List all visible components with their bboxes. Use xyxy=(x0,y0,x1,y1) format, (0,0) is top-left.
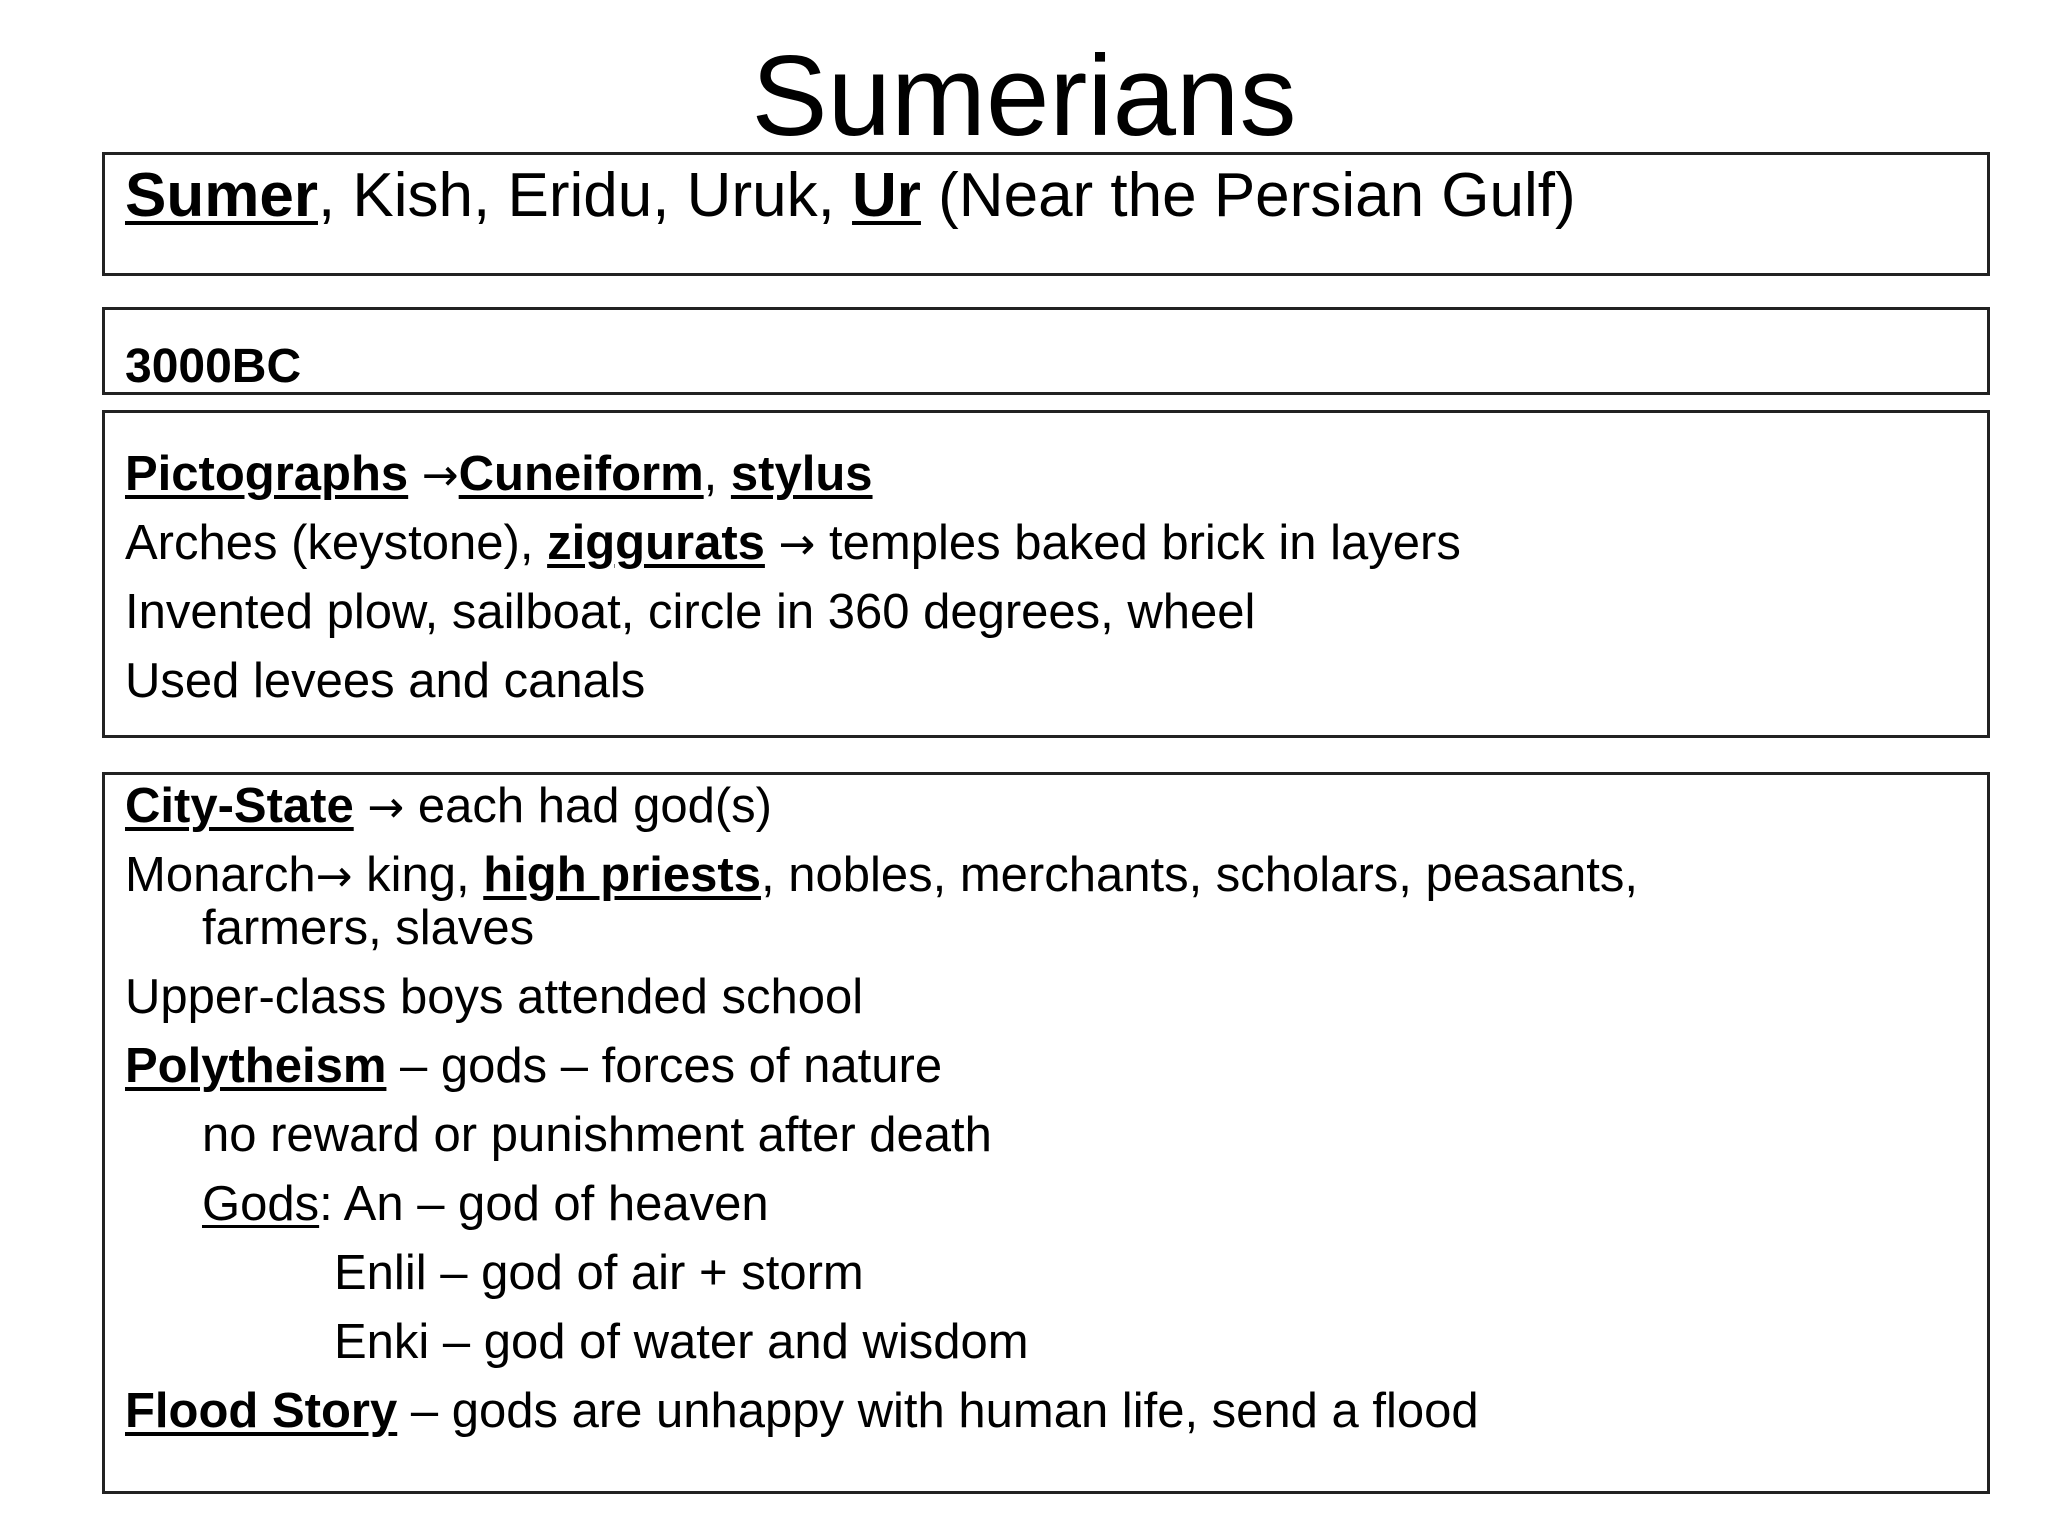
polytheism-term: Polytheism xyxy=(125,1039,387,1093)
gods-line xyxy=(202,1177,769,1231)
no-reward-text: no reward or punishment after death xyxy=(202,1108,992,1162)
achievements-box xyxy=(102,410,1990,738)
arrow-icon: → xyxy=(367,782,405,833)
stylus-term: stylus xyxy=(730,447,873,501)
monarch-line xyxy=(125,848,1638,902)
arrow-icon: → xyxy=(315,851,353,902)
gods-label: Gods xyxy=(202,1177,320,1231)
arrow-icon: → xyxy=(778,519,816,570)
levees-text: Used levees and canals xyxy=(125,654,646,708)
page-title: Sumerians xyxy=(751,33,1297,160)
date-box xyxy=(102,307,1990,395)
school-text: Upper-class boys attended school xyxy=(125,970,864,1024)
enlil-text: Enlil – god of air + storm xyxy=(334,1246,864,1300)
classes-cont-text: farmers, slaves xyxy=(202,901,535,955)
polytheism-line xyxy=(125,1039,943,1093)
near-text: (Near the Persian Gulf) xyxy=(920,161,1576,230)
writing-line xyxy=(125,447,873,501)
enki-text: Enki – god of water and wisdom xyxy=(334,1315,1029,1369)
arches-text: Arches (keystone), xyxy=(125,516,548,570)
an-text: : An – god of heaven xyxy=(319,1177,769,1231)
king-text: king, xyxy=(352,848,484,902)
ziggurats-term: ziggurats xyxy=(547,516,765,570)
city-state-term: City-State xyxy=(125,779,354,833)
cities-text: , Kish, Eridu, Uruk, xyxy=(317,161,853,230)
flood-line xyxy=(125,1384,1479,1438)
date-text: 3000BC xyxy=(125,340,302,393)
flood-desc: – gods are unhappy with human life, send a flood xyxy=(397,1384,1479,1438)
ur-term: Ur xyxy=(852,161,921,230)
arrow-icon: → xyxy=(421,450,459,501)
high-priests-term: high priests xyxy=(483,848,761,902)
location-box xyxy=(102,152,1990,276)
each-had-text: each had god(s) xyxy=(404,779,772,833)
invented-text: Invented plow, sailboat, circle in 360 degrees, wheel xyxy=(125,585,1256,639)
flood-story-term: Flood Story xyxy=(125,1384,398,1438)
society-box xyxy=(102,772,1990,1494)
location-line xyxy=(125,161,1576,230)
city-state-line xyxy=(125,779,772,833)
cuneiform-term: Cuneiform xyxy=(458,447,704,501)
comma-text: , xyxy=(703,447,731,501)
sumer-term: Sumer xyxy=(125,161,318,230)
pictographs-term: Pictographs xyxy=(125,447,409,501)
polytheism-desc: – gods – forces of nature xyxy=(386,1039,943,1093)
arches-line xyxy=(125,516,1461,570)
temples-text: temples baked brick in layers xyxy=(815,516,1461,570)
classes-text: , nobles, merchants, scholars, peasants, xyxy=(760,848,1638,902)
monarch-text: Monarch xyxy=(125,848,316,902)
